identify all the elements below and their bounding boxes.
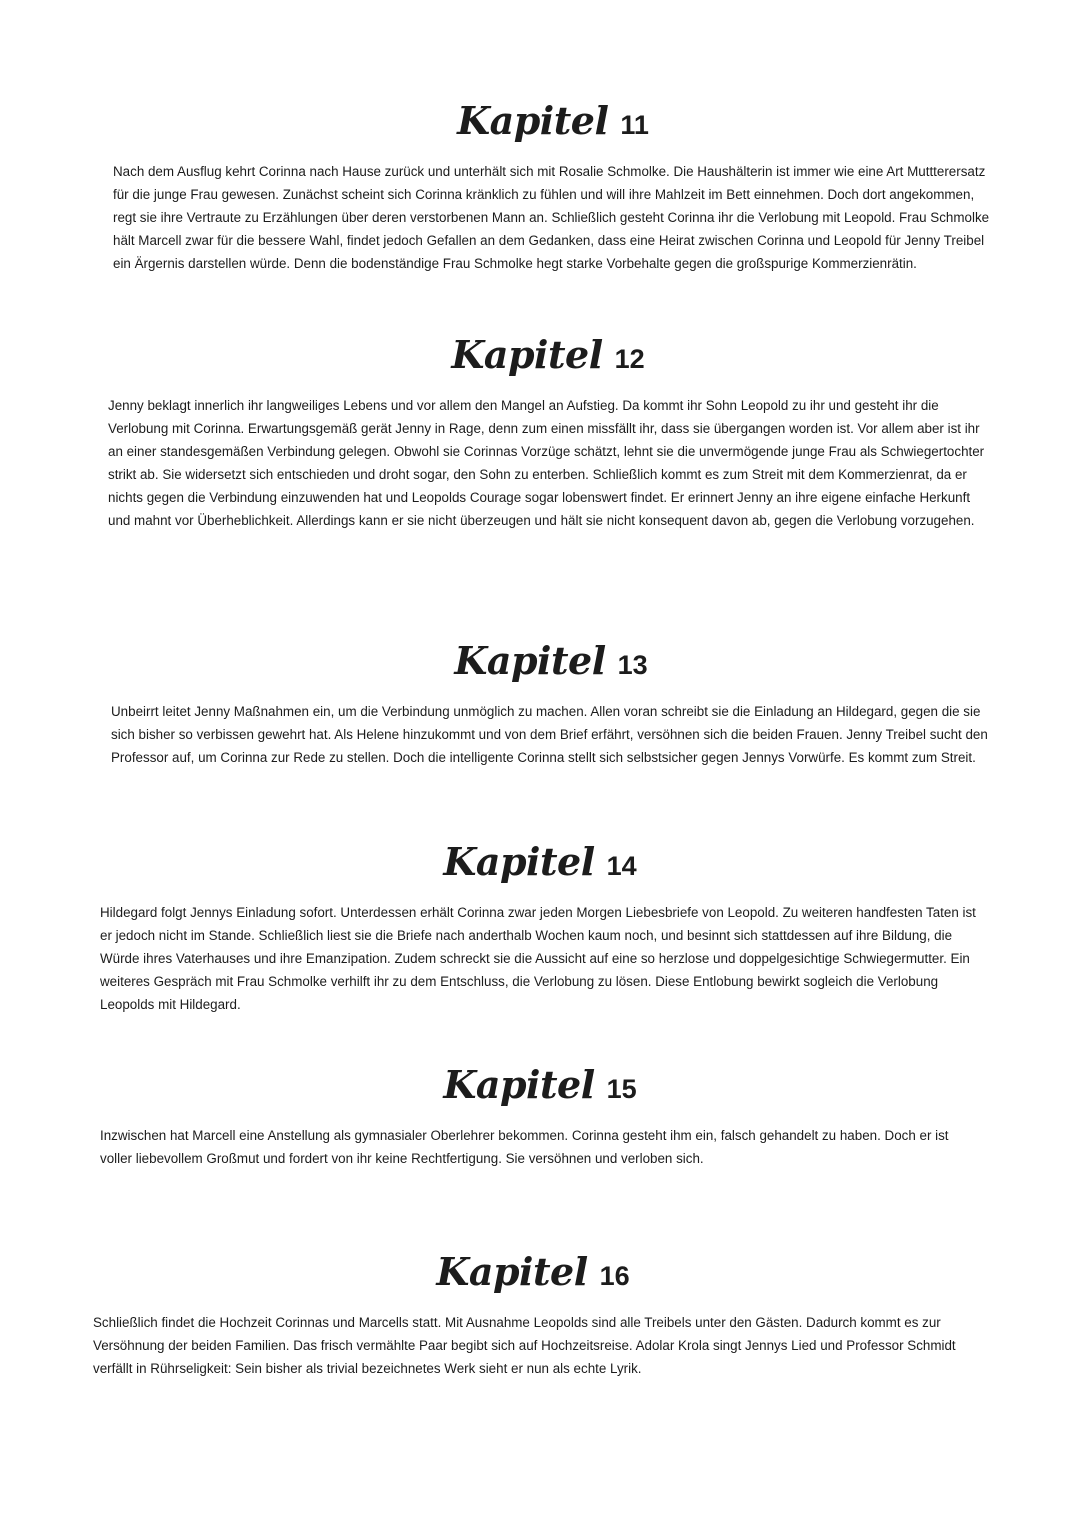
- chapter-summary: Schließlich findet die Hochzeit Corinnas und Marcells statt. Mit Ausnahme Leopolds sind alle Treibels unter den Gästen. Dadurch kommt es zur Versöhnung der beiden Familien. Das frisch vermählte Paar begibt sich auf Hochzeitsreise. Adolar Krola singt Jennys Lied und Professor Schmidt verfällt in Rührseligkeit: Sein bisher als trivial bezeichnetes Werk sieht er nun als echte Lyrik.: [93, 1314, 956, 1376]
- chapter-16: [93, 1233, 973, 1380]
- chapter-number: 12: [614, 343, 645, 374]
- chapter-word: Kapitel: [436, 1248, 588, 1294]
- chapter-heading: [100, 838, 980, 884]
- chapter-summary: Nach dem Ausflug kehrt Corinna nach Hause zurück und unterhält sich mit Rosalie Schmolke. Die Haushälterin ist immer wie eine Art Muttterersatz für die junge Frau gewesen. Zunächst scheint sich Corinna kränklich zu fühlen und will ihre Mahlzeit im Bett einnehmen. Doch dort angekommen, regt sie ihre Vertraute zu Erzählungen über deren verstorbenen Mann an. Schließlich gesteht Corinna ihr die Verlobung mit Leopold. Frau Schmolke hält Marcell zwar für die bessere Wahl, findet jedoch Gefallen an dem Gedanken, dass eine Heirat zwischen Corinna und Leopold für Jenny Treibel ein Ärgernis darstellen würde. Denn die bodenständige Frau Schmolke hegt starke Vorbehalte gegen die großspurige Kommerzienrätin.: [113, 163, 990, 271]
- chapter-14: [100, 823, 980, 1016]
- chapter-number: 13: [617, 649, 648, 680]
- chapter-summary: Jenny beklagt innerlich ihr langweiliges Lebens und vor allem den Mangel an Aufstieg. Da kommt ihr Sohn Leopold zu ihr und gesteht ihr die Verlobung mit Corinna. Erwartungsgemäß gerät Jenny in Rage, denn zum einen missfällt ihr, dass sie übergangen worden ist. Vor allem aber ist ihr an einer standesgemäßen Verbindung gelegen. Obwohl sie Corinnas Vorzüge schätzt, lehnt sie die unvermögende junge Frau als Schwiegertochter strikt ab. Sie widersetzt sich entschieden und droht sogar, den Sohn zu enterben. Schließlich kommt es zum Streit mit dem Kommerzienrat, da er nichts gegen die Verbindung einzuwenden hat und Leopolds Courage sogar lobenswert findet. Er erinnert Jenny an ihre eigene einfache Herkunft und mahnt vor Überheblichkeit. Allerdings kann er sie nicht überzeugen und hält sie nicht konsequent davon ab, gegen die Verlobung vorzugehen.: [108, 397, 985, 528]
- chapter-12: [108, 316, 988, 532]
- chapter-number: 15: [606, 1073, 637, 1104]
- chapter-heading: [100, 1061, 980, 1107]
- chapter-heading: [93, 1248, 973, 1294]
- chapter-11: [113, 82, 993, 275]
- chapter-heading: [108, 331, 988, 377]
- chapter-heading: [113, 97, 993, 143]
- chapter-summary: Inzwischen hat Marcell eine Anstellung als gymnasialer Oberlehrer bekommen. Corinna gesteht ihm ein, falsch gehandelt zu haben. Doch er ist voller liebevollem Großmut und fordert von ihr keine Rechtfertigung. Sie versöhnen und verloben sich.: [100, 1127, 949, 1166]
- chapter-number: 11: [620, 109, 649, 140]
- chapter-number: 14: [606, 850, 637, 881]
- chapter-summary: Hildegard folgt Jennys Einladung sofort. Unterdessen erhält Corinna zwar jeden Morgen Liebesbriefe von Leopold. Zu weiteren handfesten Taten ist er jedoch nicht im Stande. Schließlich liest sie die Briefe nach anderthalb Wochen kaum noch, und besinnt sich stattdessen auf ihre Bildung, die Würde ihres Vaterhauses und ihre Emanzipation. Zudem schreckt sie die Aussicht auf eine so herzlose und doppelgesichtige Schwiegermutter. Ein weiteres Gespräch mit Frau Schmolke verhilft ihr zu dem Entschluss, die Verlobung zu lösen. Diese Entlobung bewirkt sogleich die Verlobung Leopolds mit Hildegard.: [100, 904, 976, 1012]
- chapter-word: Kapitel: [451, 331, 603, 377]
- chapter-15: [100, 1046, 980, 1170]
- chapter-number: 16: [599, 1260, 630, 1291]
- chapter-word: Kapitel: [454, 637, 606, 683]
- chapter-word: Kapitel: [443, 838, 595, 884]
- chapter-heading: [111, 637, 991, 683]
- chapter-word: Kapitel: [457, 97, 609, 143]
- chapter-summary: Unbeirrt leitet Jenny Maßnahmen ein, um die Verbindung unmöglich zu machen. Allen voran schreibt sie die Einladung an Hildegard, gegen die sie sich bisher so verbissen gewehrt hat. Als Helene hinzukommt und von dem Brief erfährt, versöhnen sich die beiden Frauen. Jenny Treibel sucht den Professor auf, um Corinna zur Rede zu stellen. Doch die intelligente Corinna stellt sich selbstsicher gegen Jennys Vorwürfe. Es kommt zum Streit.: [111, 703, 988, 765]
- chapter-13: [111, 622, 991, 769]
- chapter-word: Kapitel: [443, 1061, 595, 1107]
